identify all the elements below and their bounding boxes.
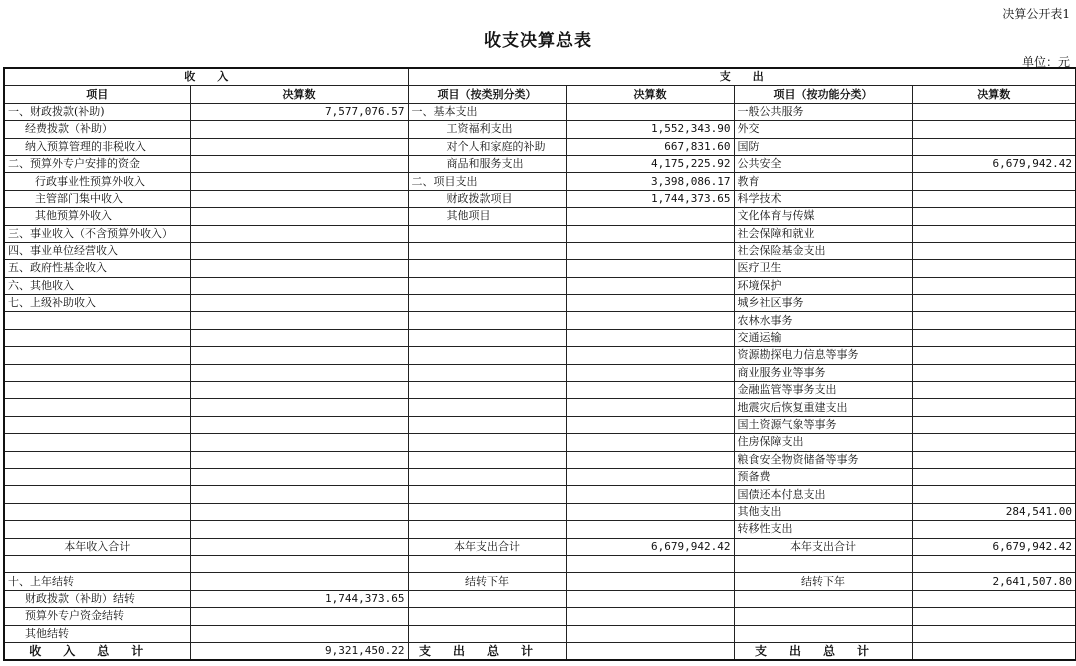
income-amount: 1,744,373.65 (190, 590, 408, 607)
expense-econ-amount (566, 503, 734, 520)
expense-func-item: 一般公共服务 (734, 103, 912, 120)
expense-func-item (734, 555, 912, 572)
table-row (4, 382, 1076, 399)
expense-econ-item (408, 486, 566, 503)
income-amount (190, 538, 408, 555)
expense-func-amount (912, 208, 1076, 225)
income-item: 七、上级补助收入 (4, 295, 190, 312)
expense-func-item: 环境保护 (734, 277, 912, 294)
income-amount (190, 573, 408, 590)
expense-econ-item: 结转下年 (408, 573, 566, 590)
income-item (4, 312, 190, 329)
table-row (4, 329, 1076, 346)
column-header-amount-econ: 决算数 (566, 86, 734, 103)
expense-econ-amount (566, 451, 734, 468)
income-item (4, 416, 190, 433)
expense-econ-amount: 3,398,086.17 (566, 173, 734, 190)
budget-summary-table (3, 67, 1076, 661)
income-item: 五、政府性基金收入 (4, 260, 190, 277)
expense-econ-item (408, 364, 566, 381)
expense-func-item: 其他支出 (734, 503, 912, 520)
income-amount (190, 312, 408, 329)
table-row (4, 242, 1076, 259)
expense-func-amount (912, 399, 1076, 416)
expense-econ-item (408, 242, 566, 259)
income-amount (190, 121, 408, 138)
expense-func-item: 城乡社区事务 (734, 295, 912, 312)
expense-func-item: 预备费 (734, 468, 912, 485)
income-amount (190, 225, 408, 242)
expense-func-item: 国土资源气象等事务 (734, 416, 912, 433)
table-row (4, 155, 1076, 172)
expense-func-amount (912, 555, 1076, 572)
table-row (4, 173, 1076, 190)
expense-func-amount: 2,641,507.80 (912, 573, 1076, 590)
income-amount (190, 451, 408, 468)
income-item (4, 521, 190, 538)
income-item (4, 555, 190, 572)
section-header-row (4, 68, 1076, 86)
income-amount (190, 608, 408, 625)
table-row (4, 347, 1076, 364)
column-header-item-econ: 项目（按类别分类） (408, 86, 566, 103)
table-row (4, 260, 1076, 277)
expense-func-amount: 6,679,942.42 (912, 538, 1076, 555)
income-item (4, 503, 190, 520)
income-amount (190, 138, 408, 155)
expense-econ-total-label: 支出总计 (408, 642, 566, 660)
table-row (4, 521, 1076, 538)
income-item (4, 486, 190, 503)
income-item: 一、财政拨款(补助) (4, 103, 190, 120)
expense-econ-item (408, 608, 566, 625)
table-row (4, 103, 1076, 120)
expense-func-item: 交通运输 (734, 329, 912, 346)
income-item (4, 451, 190, 468)
income-amount (190, 260, 408, 277)
document-label: 决算公开表1 (1002, 7, 1070, 21)
table-row (4, 555, 1076, 572)
expense-func-amount (912, 434, 1076, 451)
expense-econ-item: 其他项目 (408, 208, 566, 225)
expense-func-item (734, 625, 912, 642)
income-item (4, 468, 190, 485)
expense-func-item: 国防 (734, 138, 912, 155)
income-item: 三、事业收入（不含预算外收入） (4, 225, 190, 242)
table-row (4, 451, 1076, 468)
expense-econ-item: 财政拨款项目 (408, 190, 566, 207)
expense-func-amount: 284,541.00 (912, 503, 1076, 520)
income-total-amount: 9,321,450.22 (190, 642, 408, 660)
income-amount (190, 625, 408, 642)
expense-econ-amount (566, 608, 734, 625)
expense-func-item: 国债还本付息支出 (734, 486, 912, 503)
expense-func-amount: 6,679,942.42 (912, 155, 1076, 172)
expense-econ-item (408, 295, 566, 312)
income-item: 四、事业单位经营收入 (4, 242, 190, 259)
expense-econ-item (408, 468, 566, 485)
expense-econ-amount (566, 277, 734, 294)
expense-econ-item (408, 277, 566, 294)
expense-func-amount (912, 312, 1076, 329)
expense-econ-amount (566, 416, 734, 433)
expense-func-item: 转移性支出 (734, 521, 912, 538)
expense-func-item: 公共安全 (734, 155, 912, 172)
expense-econ-amount (566, 468, 734, 485)
expense-func-amount (912, 173, 1076, 190)
table-row (4, 208, 1076, 225)
expense-econ-item: 工资福利支出 (408, 121, 566, 138)
expense-econ-item: 本年支出合计 (408, 538, 566, 555)
expense-econ-item (408, 399, 566, 416)
table-row (4, 608, 1076, 625)
income-amount (190, 399, 408, 416)
income-amount (190, 295, 408, 312)
expense-func-item: 文化体育与传媒 (734, 208, 912, 225)
expense-econ-item (408, 225, 566, 242)
income-amount (190, 277, 408, 294)
expense-func-amount (912, 138, 1076, 155)
table-row (4, 138, 1076, 155)
table-row (4, 225, 1076, 242)
expense-econ-item: 商品和服务支出 (408, 155, 566, 172)
expense-econ-amount (566, 103, 734, 120)
table-row (4, 399, 1076, 416)
income-item: 行政事业性预算外收入 (4, 173, 190, 190)
expense-econ-amount (566, 242, 734, 259)
expense-econ-item: 一、基本支出 (408, 103, 566, 120)
expense-func-amount (912, 625, 1076, 642)
expense-econ-amount (566, 625, 734, 642)
unit-label: 单位：元 (1021, 55, 1070, 69)
grand-total-row (4, 642, 1076, 660)
income-item: 纳入预算管理的非税收入 (4, 138, 190, 155)
income-item: 本年收入合计 (4, 538, 190, 555)
expense-func-amount (912, 364, 1076, 381)
expense-func-item: 科学技术 (734, 190, 912, 207)
expense-func-item: 商业服务业等事务 (734, 364, 912, 381)
expense-func-item: 住房保障支出 (734, 434, 912, 451)
expense-econ-amount (566, 573, 734, 590)
expense-econ-amount (566, 382, 734, 399)
income-item (4, 364, 190, 381)
table-row (4, 468, 1076, 485)
expense-econ-amount (566, 486, 734, 503)
column-header-amount-func: 决算数 (912, 86, 1076, 103)
expense-func-item: 医疗卫生 (734, 260, 912, 277)
table-row (4, 538, 1076, 555)
income-item: 六、其他收入 (4, 277, 190, 294)
expense-econ-item (408, 625, 566, 642)
column-header-amount: 决算数 (190, 86, 408, 103)
income-amount (190, 347, 408, 364)
expense-econ-item: 二、项目支出 (408, 173, 566, 190)
expense-func-item (734, 590, 912, 607)
expense-func-item: 地震灾后恢复重建支出 (734, 399, 912, 416)
income-amount (190, 555, 408, 572)
expense-func-total-label: 支出总计 (734, 642, 912, 660)
income-amount (190, 364, 408, 381)
expense-econ-amount (566, 225, 734, 242)
expense-func-amount (912, 225, 1076, 242)
income-amount (190, 208, 408, 225)
expense-func-item (734, 608, 912, 625)
expense-econ-amount (566, 312, 734, 329)
income-section-header: 收 入 (4, 68, 408, 86)
expense-section-header: 支 出 (408, 68, 1076, 86)
income-item: 财政拨款（补助）结转 (4, 590, 190, 607)
expense-func-total-amount (912, 642, 1076, 660)
expense-func-item: 金融监管等事务支出 (734, 382, 912, 399)
expense-func-amount (912, 295, 1076, 312)
income-amount (190, 416, 408, 433)
expense-econ-item (408, 451, 566, 468)
expense-func-amount (912, 329, 1076, 346)
expense-econ-item: 对个人和家庭的补助 (408, 138, 566, 155)
expense-econ-amount (566, 555, 734, 572)
income-item: 主管部门集中收入 (4, 190, 190, 207)
expense-func-item: 农林水事务 (734, 312, 912, 329)
expense-econ-amount (566, 434, 734, 451)
expense-econ-amount: 6,679,942.42 (566, 538, 734, 555)
expense-func-amount (912, 590, 1076, 607)
column-header-item-func: 项目（按功能分类） (734, 86, 912, 103)
table-row (4, 573, 1076, 590)
expense-econ-item (408, 416, 566, 433)
income-item: 预算外专户资金结转 (4, 608, 190, 625)
expense-econ-total-amount (566, 642, 734, 660)
page-title: 收支决算总表 (484, 31, 592, 51)
expense-func-item: 教育 (734, 173, 912, 190)
expense-econ-item (408, 555, 566, 572)
table-row (4, 277, 1076, 294)
table-row (4, 295, 1076, 312)
expense-func-amount (912, 277, 1076, 294)
expense-econ-amount (566, 260, 734, 277)
expense-econ-item (408, 312, 566, 329)
expense-func-amount (912, 382, 1076, 399)
table-row (4, 486, 1076, 503)
income-item: 二、预算外专户安排的资金 (4, 155, 190, 172)
expense-func-amount (912, 260, 1076, 277)
table-row (4, 190, 1076, 207)
expense-econ-item (408, 503, 566, 520)
expense-econ-amount (566, 590, 734, 607)
expense-func-item: 社会保险基金支出 (734, 242, 912, 259)
expense-func-amount (912, 103, 1076, 120)
income-amount (190, 382, 408, 399)
expense-econ-item (408, 347, 566, 364)
table-row (4, 416, 1076, 433)
expense-func-amount (912, 486, 1076, 503)
expense-func-item: 资源勘探电力信息等事务 (734, 347, 912, 364)
expense-econ-amount: 1,552,343.90 (566, 121, 734, 138)
income-total-label: 收入总计 (4, 642, 190, 660)
expense-func-amount (912, 416, 1076, 433)
income-item: 其他结转 (4, 625, 190, 642)
income-item (4, 329, 190, 346)
income-amount (190, 242, 408, 259)
income-item (4, 347, 190, 364)
expense-econ-item (408, 434, 566, 451)
table-row (4, 503, 1076, 520)
expense-func-amount (912, 242, 1076, 259)
expense-econ-item (408, 590, 566, 607)
income-item: 经费拨款（补助） (4, 121, 190, 138)
income-item (4, 399, 190, 416)
income-amount (190, 155, 408, 172)
income-item: 其他预算外收入 (4, 208, 190, 225)
expense-econ-amount (566, 295, 734, 312)
expense-econ-item (408, 382, 566, 399)
income-item (4, 382, 190, 399)
income-amount (190, 173, 408, 190)
income-amount: 7,577,076.57 (190, 103, 408, 120)
table-row (4, 121, 1076, 138)
expense-func-amount (912, 451, 1076, 468)
expense-func-amount (912, 347, 1076, 364)
expense-econ-amount (566, 521, 734, 538)
income-amount (190, 329, 408, 346)
expense-econ-item (408, 260, 566, 277)
expense-econ-item (408, 521, 566, 538)
expense-func-amount (912, 121, 1076, 138)
income-amount (190, 190, 408, 207)
income-amount (190, 486, 408, 503)
income-item (4, 434, 190, 451)
income-amount (190, 521, 408, 538)
income-item: 十、上年结转 (4, 573, 190, 590)
table-row (4, 364, 1076, 381)
expense-func-item: 外交 (734, 121, 912, 138)
expense-func-amount (912, 608, 1076, 625)
expense-func-item: 结转下年 (734, 573, 912, 590)
expense-econ-amount: 1,744,373.65 (566, 190, 734, 207)
expense-econ-amount (566, 364, 734, 381)
table-row (4, 590, 1076, 607)
expense-func-amount (912, 468, 1076, 485)
expense-func-amount (912, 190, 1076, 207)
expense-func-item: 本年支出合计 (734, 538, 912, 555)
expense-econ-amount (566, 208, 734, 225)
expense-econ-amount (566, 399, 734, 416)
expense-econ-amount: 4,175,225.92 (566, 155, 734, 172)
expense-econ-amount (566, 347, 734, 364)
expense-econ-amount: 667,831.60 (566, 138, 734, 155)
column-header-item: 项目 (4, 86, 190, 103)
column-header-row (4, 86, 1076, 103)
expense-func-amount (912, 521, 1076, 538)
table-row (4, 312, 1076, 329)
expense-econ-amount (566, 329, 734, 346)
table-row (4, 625, 1076, 642)
income-amount (190, 468, 408, 485)
income-amount (190, 503, 408, 520)
income-amount (190, 434, 408, 451)
expense-func-item: 粮食安全物资储备等事务 (734, 451, 912, 468)
expense-func-item: 社会保障和就业 (734, 225, 912, 242)
table-row (4, 434, 1076, 451)
expense-econ-item (408, 329, 566, 346)
